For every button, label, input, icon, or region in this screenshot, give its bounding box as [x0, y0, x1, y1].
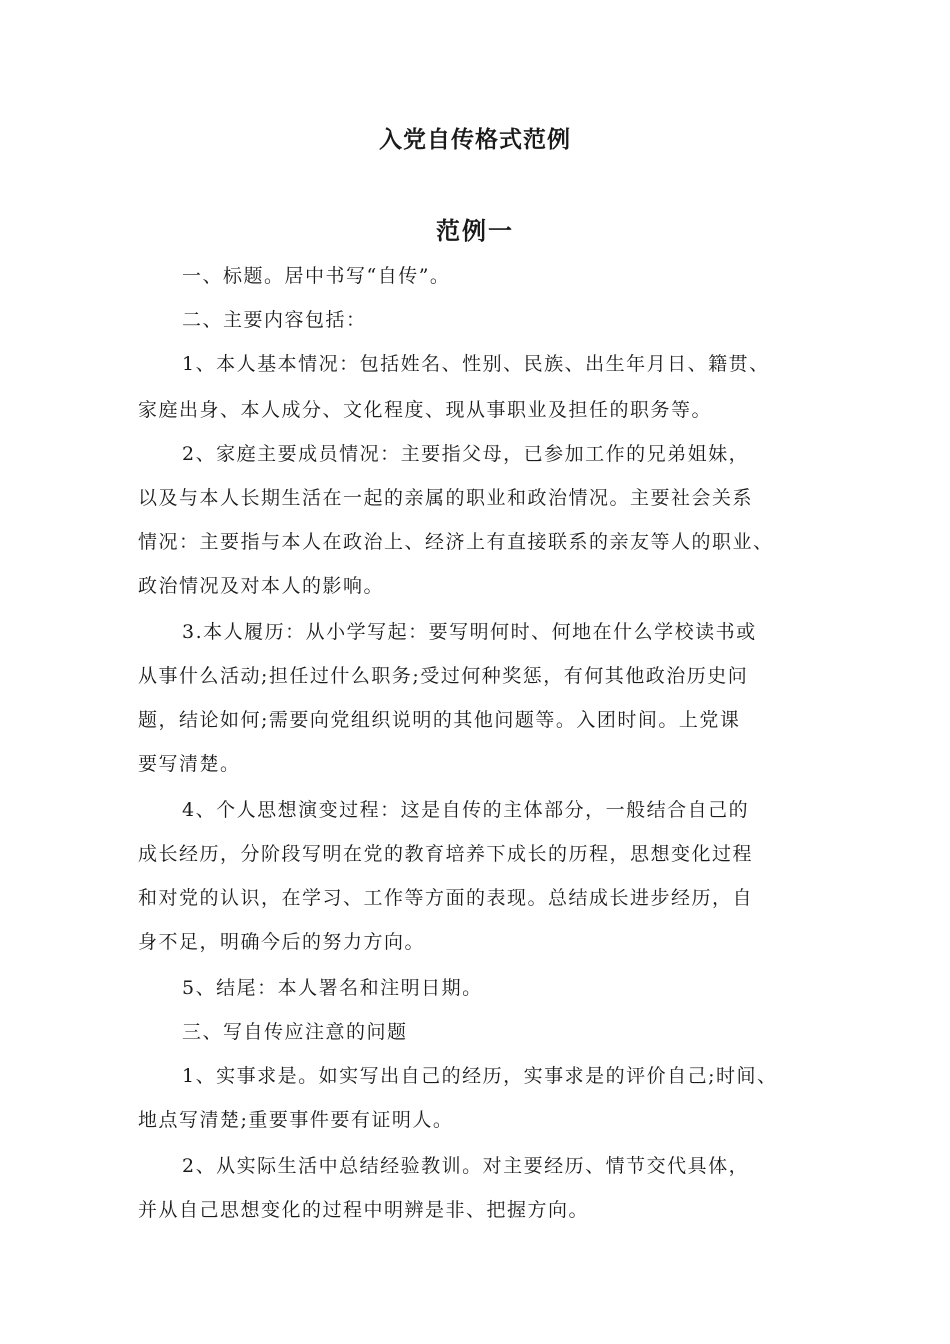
- section-title: 范例一: [436, 217, 514, 245]
- paragraph-line: 二、主要内容包括：: [182, 309, 367, 331]
- paragraph-line: 政治情况及对本人的影响。: [138, 575, 385, 597]
- paragraph-line: 从事什么活动;担任过什么职务;受过何种奖惩，有何其他政治历史问: [138, 665, 749, 687]
- document-title: 入党自传格式范例: [379, 127, 571, 153]
- paragraph-line: 1、本人基本情况：包括姓名、性别、民族、出生年月日、籍贯、: [182, 353, 770, 375]
- paragraph-line: 并从自己思想变化的过程中明辨是非、把握方向。: [138, 1199, 590, 1221]
- paragraph-line: 2、家庭主要成员情况：主要指父母，已参加工作的兄弟姐妹，: [182, 443, 750, 465]
- paragraph-line: 家庭出身、本人成分、文化程度、现从事职业及担任的职务等。: [138, 399, 713, 421]
- paragraph-line: 以及与本人长期生活在一起的亲属的职业和政治情况。主要社会关系: [138, 487, 754, 509]
- paragraph-line: 2、从实际生活中总结经验教训。对主要经历、情节交代具体，: [182, 1155, 750, 1177]
- paragraph-line: 情况：主要指与本人在政治上、经济上有直接联系的亲友等人的职业、: [138, 531, 774, 553]
- paragraph-line: 3.本人履历：从小学写起：要写明何时、何地在什么学校读书或: [182, 621, 757, 643]
- paragraph-line: 一、标题。居中书写“自传”。: [182, 265, 451, 287]
- paragraph-line: 地点写清楚;重要事件要有证明人。: [138, 1109, 454, 1131]
- paragraph-line: 1、实事求是。如实写出自己的经历，实事求是的评价自己;时间、: [182, 1065, 778, 1087]
- paragraph-line: 和对党的认识，在学习、工作等方面的表现。总结成长进步经历，自: [138, 887, 754, 909]
- paragraph-line: 5、结尾：本人署名和注明日期。: [182, 977, 483, 999]
- paragraph-line: 三、写自传应注意的问题: [182, 1021, 408, 1043]
- paragraph-line: 成长经历，分阶段写明在党的教育培养下成长的历程，思想变化过程: [138, 843, 754, 865]
- paragraph-line: 身不足，明确今后的努力方向。: [138, 931, 426, 953]
- paragraph-line: 题，结论如何;需要向党组织说明的其他问题等。入团时间。上党课: [138, 709, 741, 731]
- paragraph-line: 要写清楚。: [138, 753, 241, 775]
- paragraph-line: 4、个人思想演变过程：这是自传的主体部分，一般结合自己的: [182, 799, 750, 821]
